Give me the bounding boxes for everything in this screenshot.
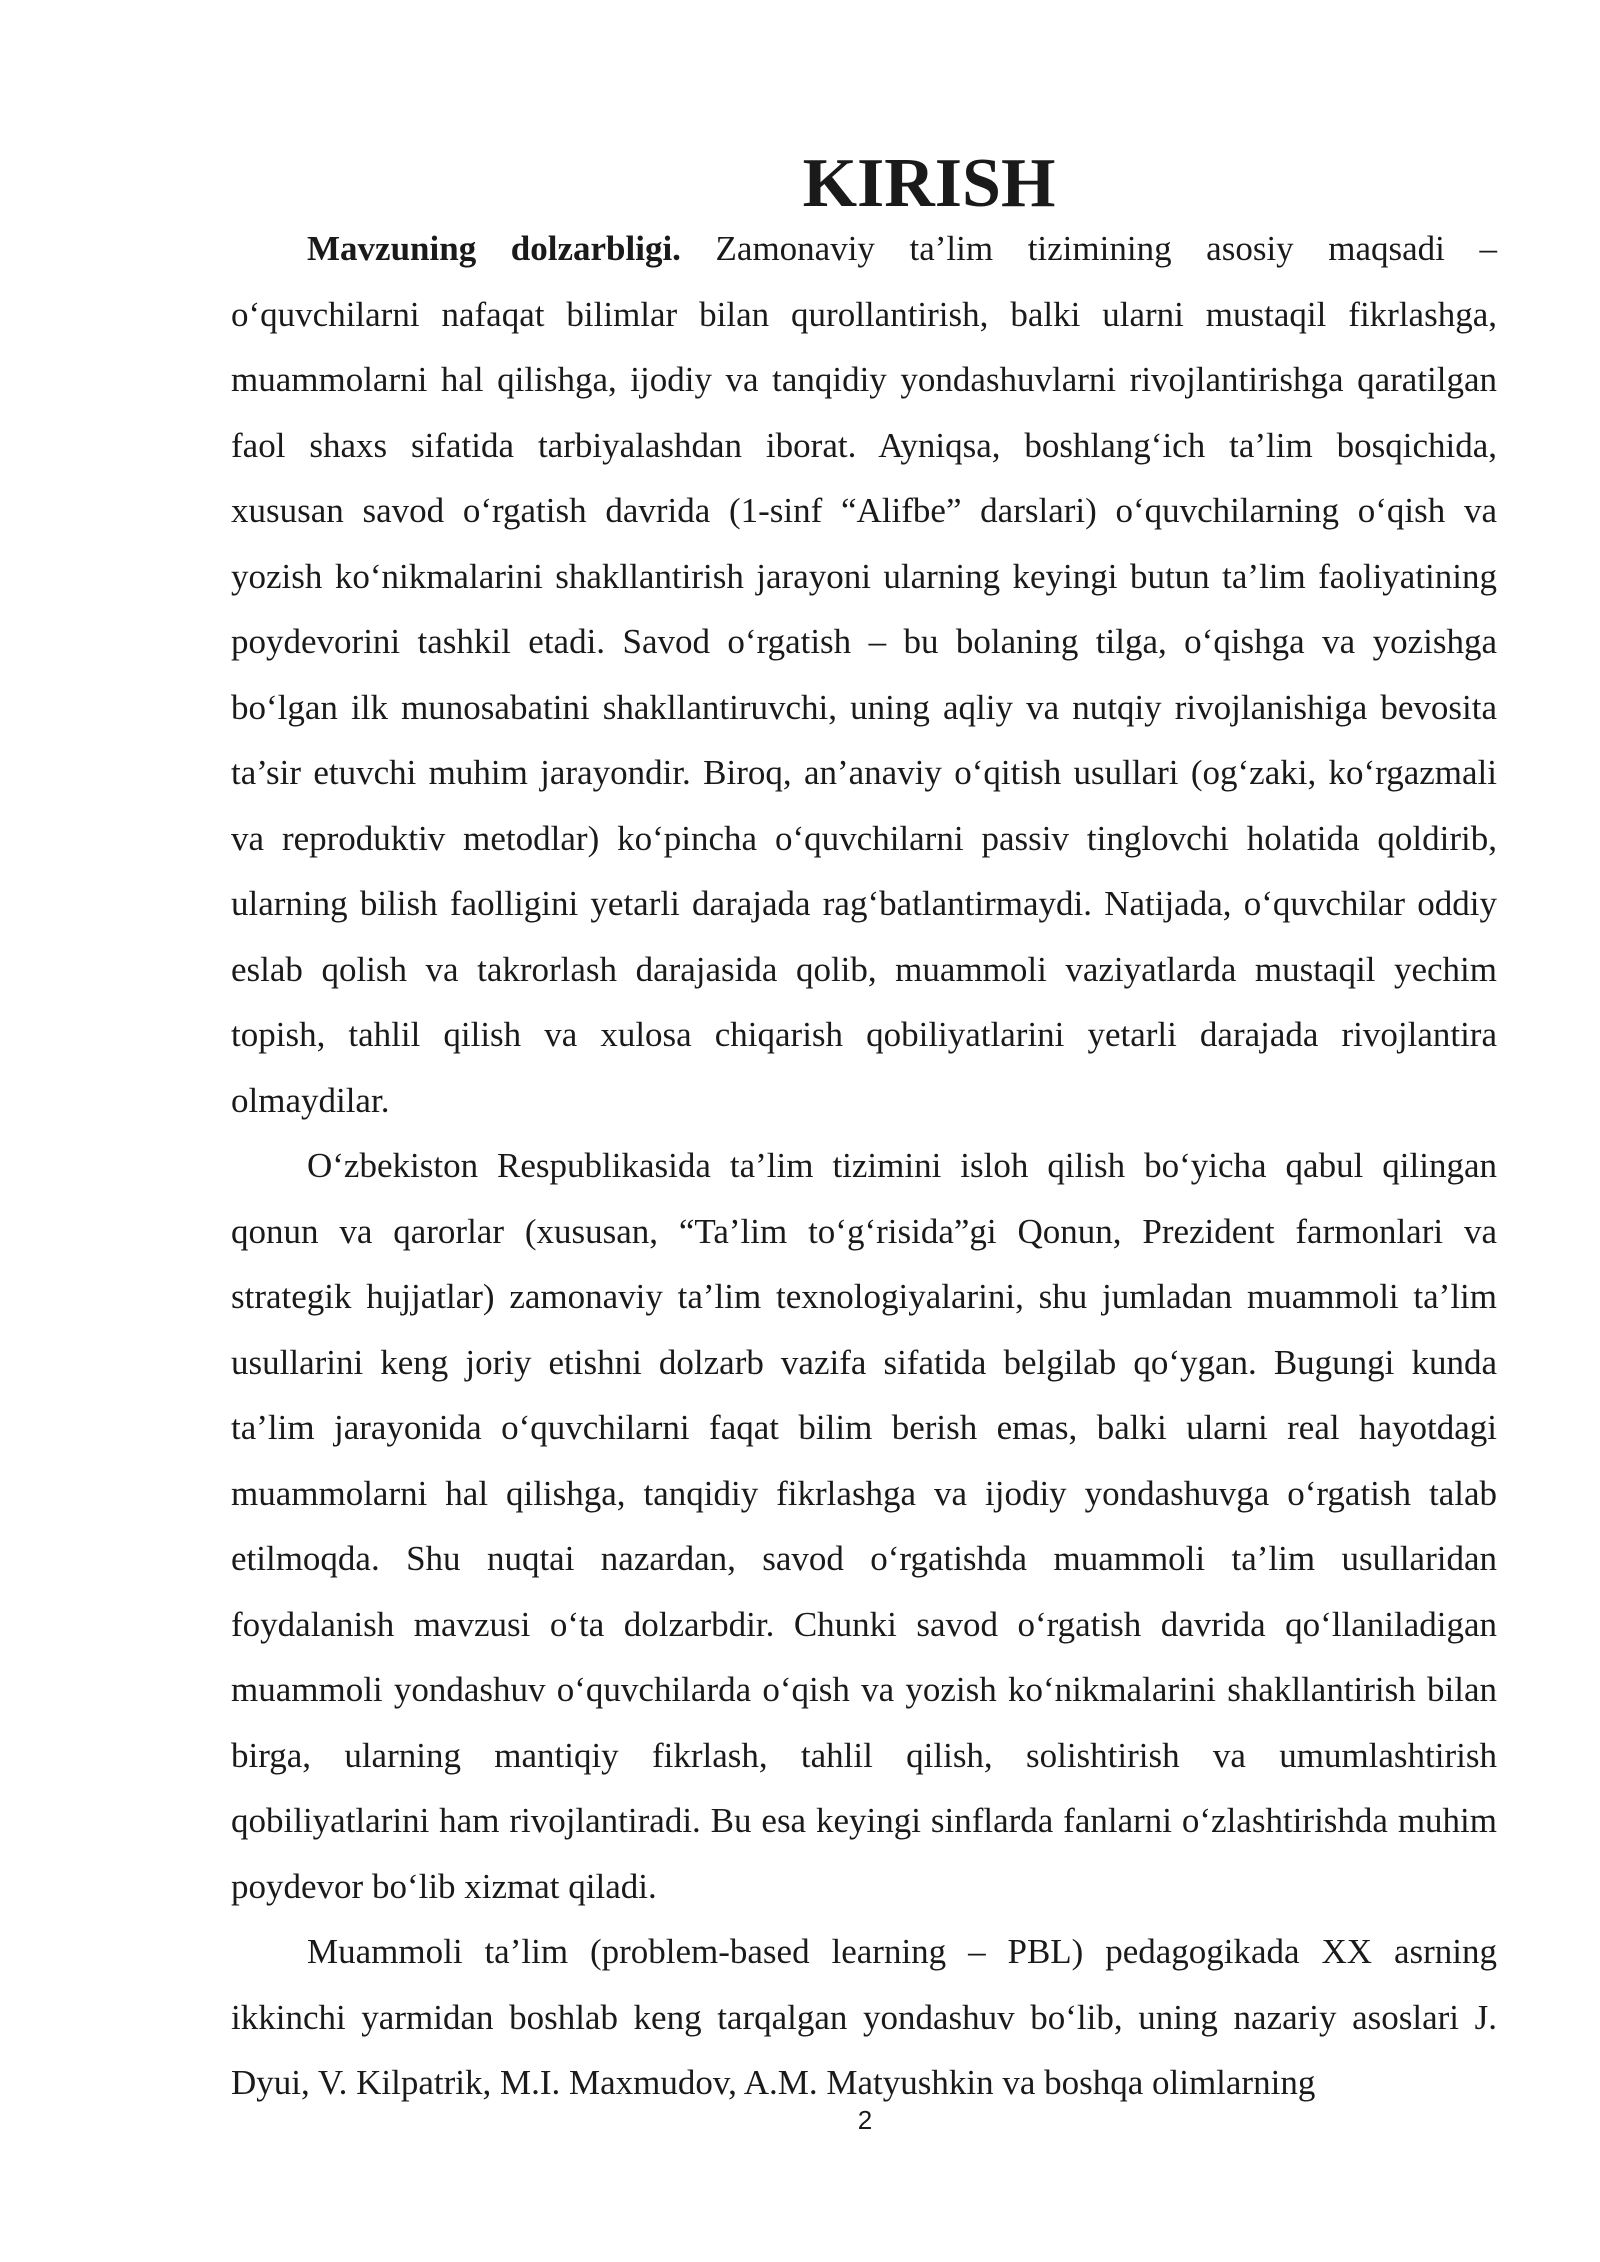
paragraph-pbl: Muammoli ta’lim (problem-based learning – PBL) pedagogikada XX asrning ikkinchi yarmidan boshlab keng tarqalgan yondashuv bo‘lib, uning nazariy asoslari J. Dyui, V. Kilpatrik, M.I. Maxmudov, A.M. Matyushkin va boshqa olimlarning [231, 1932, 1497, 2102]
paragraph-text: Zamonaviy ta’lim tizimining asosiy maqsadi – o‘quvchilarni nafaqat bilimlar bilan qurollantirish, balki ularni mustaqil fikrlashga, muammolarni hal qilishga, ijodiy va tanqidiy yondashuvlarni rivojlantirishga qaratilgan faol shaxs sifatida tarbiyalashdan iborat. Ayniqsa, boshlang‘ich ta’lim bosqichida, xususan savod o‘rgatish davrida (1-sinf “Alifbe” darslari) o‘quvchilarning o‘qish va yozish ko‘nikmalarini shakllantirish jarayoni ularning keyingi butun ta’lim faoliyatining poydevorini tashkil etadi. Savod o‘rgatish – bu bolaning tilga, o‘qishga va yozishga bo‘lgan ilk munosabatini shakllantiruvchi, uning aqliy va nutqiy rivojlanishiga bevosita ta’sir etuvchi muhim jarayondir. Biroq, an’anaviy o‘qitish usullari (og‘zaki, ko‘rgazmali va reproduktiv metodlar) ko‘pincha o‘quvchilarni passiv tinglovchi holatida qoldirib, ularning bilish faolligini yetarli darajada rag‘batlantirmaydi. Natijada, o‘quvchilar oddiy eslab qolish va takrorlash darajasida qolib, muammoli vaziyatlarda mustaqil yechim topish, tahlil qilish va xulosa chiqarish qobiliyatlarini yetarli darajada rivojlantira olmaydilar. [231, 229, 1497, 1120]
paragraph-relevance [231, 216, 1497, 1133]
page-body [231, 145, 1497, 2116]
paragraph-lead: Mavzuning dolzarbligi. [307, 229, 681, 268]
section-title: KIRISH [802, 145, 1056, 222]
paragraph-reforms: O‘zbekiston Respublikasida ta’lim tizimini isloh qilish bo‘yicha qabul qilingan qonun va qarorlar (xususan, “Ta’lim to‘g‘risida”gi Qonun, Prezident farmonlari va strategik hujjatlar) zamonaviy ta’lim texnologiyalarini, shu jumladan muammoli ta’lim usullarini keng joriy etishni dolzarb vazifa sifatida belgilab qo‘ygan. Bugungi kunda ta’lim jarayonida o‘quvchilarni faqat bilim berish emas, balki ularni real hayotdagi muammolarni hal qilishga, tanqidiy fikrlashga va ijodiy yondashuvga o‘rgatish talab etilmoqda. Shu nuqtai nazardan, savod o‘rgatishda muammoli ta’lim usullaridan foydalanish mavzusi o‘ta dolzarbdir. Chunki savod o‘rgatish davrida qo‘llaniladigan muammoli yondashuv o‘quvchilarda o‘qish va yozish ko‘nikmalarini shakllantirish bilan birga, ularning mantiqiy fikrlash, tahlil qilish, solishtirish va umumlashtirish qobiliyatlarini ham rivojlantiradi. Bu esa keyingi sinflarda fanlarni o‘zlashtirishda muhim poydevor bo‘lib xizmat qiladi. [231, 1146, 1497, 1906]
page-number: 2 [857, 2105, 873, 2135]
